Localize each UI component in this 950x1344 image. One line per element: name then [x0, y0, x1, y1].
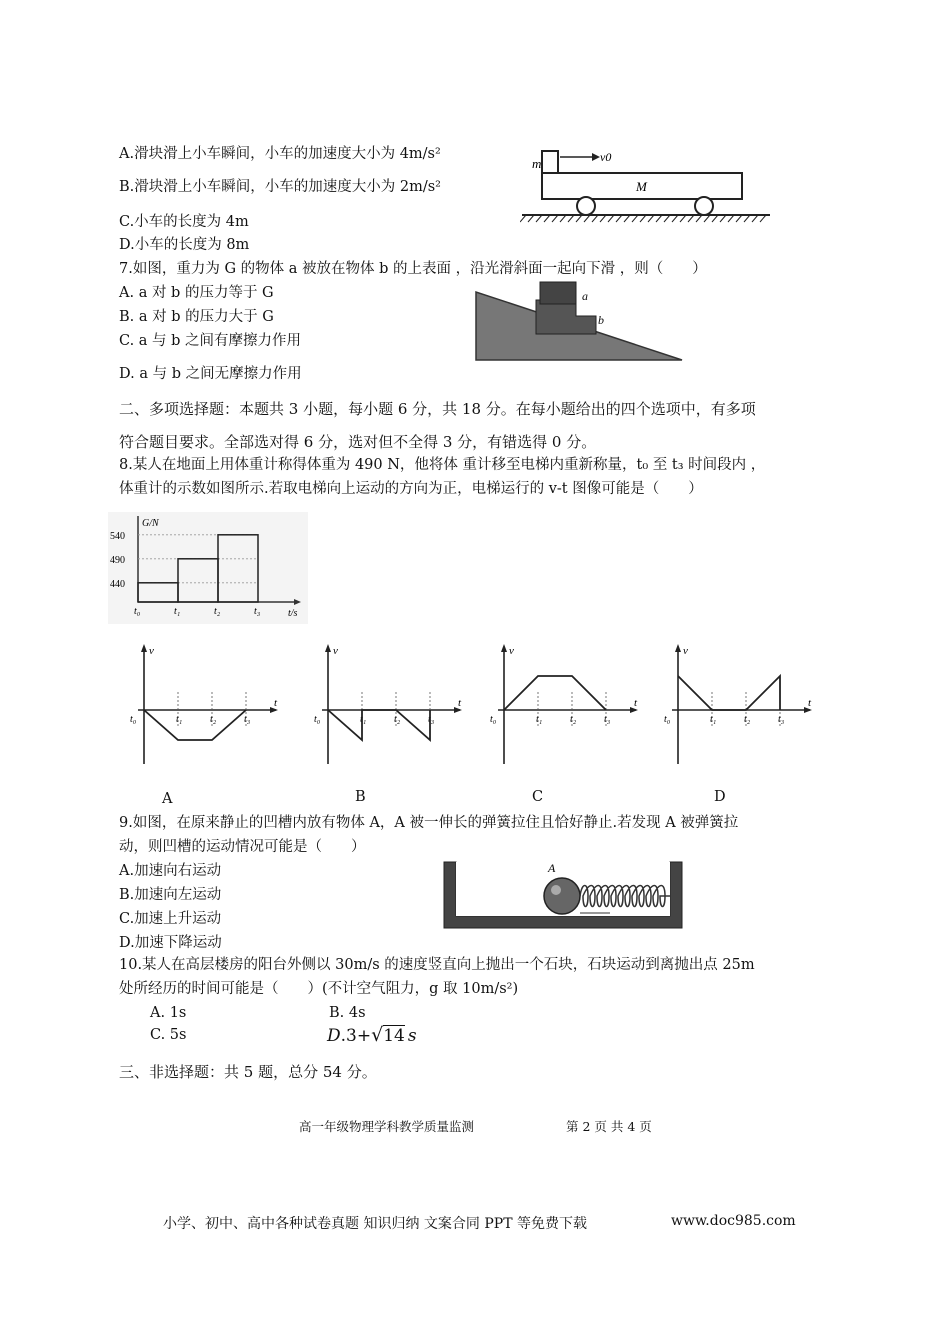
- vt-graph-c: [476, 640, 646, 770]
- gt-xtick-label: t₀: [134, 606, 141, 617]
- vt-c-tick-label: t₀: [490, 714, 497, 725]
- q7-option-a: A. a 对 b 的压力等于 G: [119, 285, 274, 301]
- vt-d-t-label: t: [808, 697, 812, 709]
- bottom-banner-text: 小学、初中、高中各种试卷真题 知识归纳 文案合同 PPT 等免费下载: [163, 1216, 587, 1232]
- q8-stem-1: 8.某人在地面上用体重计称得体重为 490 N，他将体 重计移至电梯内重新称量，t₀ 至 t₃ 时间段内 ，: [119, 457, 766, 473]
- vt-c-tick-label: t₁: [536, 714, 543, 725]
- gt-xtick-label: t₂: [214, 606, 221, 617]
- q6-label-M: M: [636, 179, 647, 194]
- q9-option-d: D.加速下降运动: [119, 935, 222, 951]
- vt-c-curve: [504, 676, 606, 710]
- footer-page: 第 2 页 共 4 页: [566, 1119, 652, 1134]
- q6-option-b: B.滑块滑上小车瞬间，小车的加速度大小为 2m/s²: [119, 179, 441, 195]
- vt-a-tick-label: t₀: [130, 714, 137, 725]
- q6-label-m: m: [532, 156, 542, 171]
- vt-d-tick-label: t₀: [664, 714, 671, 725]
- gt-ytick-label: 440: [110, 578, 125, 590]
- vt-b-v-arrow: [325, 644, 331, 652]
- q10-option-d: D.3+√14 s: [327, 1024, 417, 1046]
- vt-b-v-label: v: [333, 645, 338, 657]
- vt-a-v-label: v: [149, 645, 154, 657]
- q9-option-b: B.加速向左运动: [119, 887, 222, 903]
- gt-ytick-label: 490: [110, 554, 125, 566]
- q6-cart-figure: [520, 143, 780, 223]
- q10-option-a: A. 1s: [150, 1005, 187, 1021]
- bottom-banner-url: www.doc985.com: [671, 1213, 796, 1229]
- vt-label-a: A: [162, 791, 173, 807]
- q7-label-a: a: [582, 289, 588, 303]
- section3-heading: 三、非选择题：共 5 题，总分 54 分。: [119, 1063, 377, 1081]
- vt-c-tick-label: t₂: [570, 714, 577, 725]
- section2-line1: 二、多项选择题：本题共 3 小题，每小题 6 分，共 18 分。在每小题给出的四个选项中，有多项: [119, 400, 756, 418]
- q7-option-b: B. a 对 b 的压力大于 G: [119, 309, 274, 325]
- vt-b-t-label: t: [458, 697, 462, 709]
- vt-a-t-label: t: [274, 697, 278, 709]
- q9-stem-1: 9.如图，在原来静止的凹槽内放有物体 A，A 被一伸长的弹簧拉住且恰好静止.若发现 A 被弹簧拉: [119, 815, 739, 831]
- q10-stem-2: 处所经历的时间可能是（ ）(不计空气阻力，g 取 10m/s²): [119, 981, 519, 997]
- vt-graph-b: [300, 640, 470, 770]
- vt-d-v-arrow: [675, 644, 681, 652]
- vt-b-tick-label: t₃: [428, 714, 435, 725]
- vt-b-tick-label: t₂: [394, 714, 401, 725]
- q8-stem-2: 体重计的示数如图所示.若取电梯向上运动的方向为正，电梯运行的 v-t 图像可能是（ ）: [119, 481, 703, 497]
- q9-groove-figure: [440, 858, 690, 932]
- q9-stem-2: 动，则凹槽的运动情况可能是（ ）: [119, 839, 366, 855]
- q7-stem: 7.如图，重力为 G 的物体 a 被放在物体 b 的上表面 ，沿光滑斜面一起向下滑 ，则（ ）: [119, 261, 707, 277]
- q10-option-b: B. 4s: [329, 1005, 366, 1021]
- vt-b-tick-label: t₁: [360, 714, 367, 725]
- vt-d-tick-label: t₃: [778, 714, 785, 725]
- q7-incline-figure: [470, 278, 690, 364]
- q10-option-c: C. 5s: [150, 1027, 187, 1043]
- section2-line2: 符合题目要求。全部选对得 6 分，选对但不全得 3 分，有错选得 0 分。: [119, 433, 597, 451]
- vt-a-v-arrow: [141, 644, 147, 652]
- vt-d-tick-label: t₂: [744, 714, 751, 725]
- q6-option-d: D.小车的长度为 8m: [119, 237, 250, 253]
- q8-gt-chart: [108, 512, 308, 624]
- gt-ylabel: G/N: [142, 518, 159, 529]
- vt-c-v-arrow: [501, 644, 507, 652]
- vt-d-tick-label: t₁: [710, 714, 717, 725]
- gt-ytick-label: 540: [110, 530, 125, 542]
- q7-option-c: C. a 与 b 之间有摩擦力作用: [119, 333, 302, 349]
- gt-xtick-label: t₁: [174, 606, 181, 617]
- vt-c-tick-label: t₃: [604, 714, 611, 725]
- vt-a-tick-label: t₁: [176, 714, 183, 725]
- q7-option-d: D. a 与 b 之间无摩擦力作用: [119, 366, 302, 382]
- vt-c-v-label: v: [509, 645, 514, 657]
- vt-a-tick-label: t₂: [210, 714, 217, 725]
- q6-option-a: A.滑块滑上小车瞬间，小车的加速度大小为 4m/s²: [119, 146, 441, 162]
- footer-title: 高一年级物理学科教学质量监测: [299, 1119, 475, 1134]
- vt-label-b: B: [355, 789, 366, 805]
- vt-graph-d: [650, 640, 820, 770]
- q9-option-c: C.加速上升运动: [119, 911, 222, 927]
- gt-xunit: t/s: [288, 608, 298, 619]
- q9-label-a: A: [548, 861, 556, 875]
- vt-c-t-label: t: [634, 697, 638, 709]
- gt-xtick-label: t₃: [254, 606, 261, 617]
- vt-d-curve: [678, 676, 780, 710]
- vt-label-d: D: [714, 789, 726, 805]
- vt-label-c: C: [532, 789, 544, 805]
- vt-b-curve: [328, 710, 430, 740]
- vt-a-tick-label: t₃: [244, 714, 251, 725]
- vt-a-curve: [144, 710, 246, 740]
- q10-stem-1: 10.某人在高层楼房的阳台外侧以 30m/s 的速度竖直向上抛出一个石块，石块运动到离抛出点 25m: [119, 957, 755, 973]
- vt-graph-a: [116, 640, 286, 770]
- q7-label-b: b: [598, 313, 604, 327]
- q9-option-a: A.加速向右运动: [119, 863, 222, 879]
- q6-label-v0: v0: [600, 150, 612, 164]
- vt-d-v-label: v: [683, 645, 688, 657]
- vt-b-tick-label: t₀: [314, 714, 321, 725]
- q6-option-c: C.小车的长度为 4m: [119, 214, 249, 230]
